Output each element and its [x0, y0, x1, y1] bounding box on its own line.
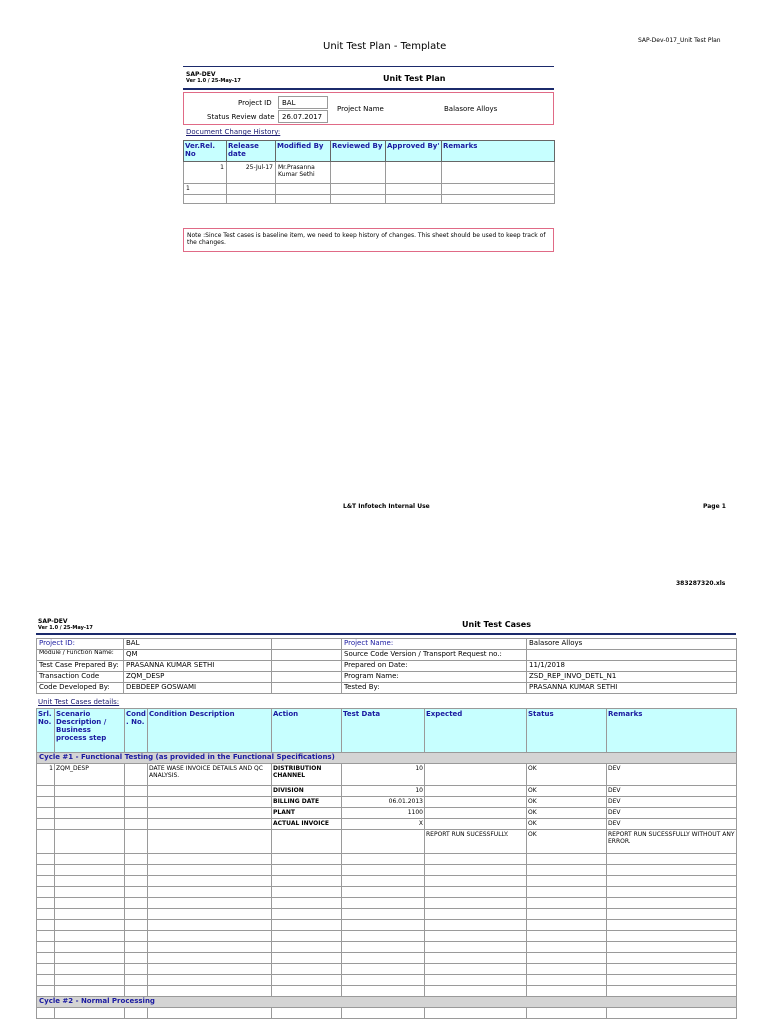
- history-cell: [386, 162, 442, 184]
- cycle-row: [37, 753, 737, 764]
- table-row: [37, 764, 737, 786]
- history-cell: 1: [184, 184, 227, 195]
- info-label: Transaction Code: [37, 672, 124, 683]
- cell-scenario: [55, 797, 125, 808]
- cell-condition: [148, 830, 272, 854]
- history-col-approved: Approved By': [386, 141, 442, 162]
- empty-row: [37, 876, 737, 887]
- cell-scenario: [55, 808, 125, 819]
- cell-srl: [37, 819, 55, 830]
- history-col-reviewed: Reviewed By: [331, 141, 386, 162]
- cell-action: ACTUAL INVOICE: [272, 819, 342, 830]
- version-label: Ver 1.0 / 25-May-17: [186, 78, 241, 84]
- sap-dev-label: SAP-DEV: [38, 618, 68, 625]
- cycle1-label: Cycle #1 - Functional Testing (as provided in the Functional Specifications): [37, 753, 737, 764]
- cell-status: OK: [527, 830, 607, 854]
- col-condition: Condition Description: [148, 709, 272, 753]
- col-action: Action: [272, 709, 342, 753]
- cell-srl: [37, 786, 55, 797]
- history-cell: [331, 162, 386, 184]
- cell-scenario: [55, 786, 125, 797]
- history-col-date: Release date: [227, 141, 276, 162]
- cell-remarks: DEV: [607, 819, 737, 830]
- doc-ref: SAP-Dev-017_Unit Test Plan: [638, 37, 721, 44]
- sheet-title: Unit Test Plan: [383, 74, 446, 83]
- cell-action: BILLING DATE: [272, 797, 342, 808]
- empty-row: [37, 931, 737, 942]
- cell-status: OK: [527, 764, 607, 786]
- info-row: [37, 661, 737, 672]
- history-cell: [442, 162, 555, 184]
- test-cases-table: [36, 708, 737, 1019]
- info-label: Module / Function Name:: [37, 650, 124, 661]
- empty-rows: [37, 854, 737, 997]
- empty-row: [37, 986, 737, 997]
- cell-cond: [125, 819, 148, 830]
- history-cell: [331, 184, 386, 195]
- col-test-data: Test Data: [342, 709, 425, 753]
- cell-cond: [125, 830, 148, 854]
- info-row: [37, 650, 737, 661]
- cell-test-data: 06.01.2013: [342, 797, 425, 808]
- cell-test-data: 10: [342, 764, 425, 786]
- cell-condition: DATE WASE INVOICE DETAILS AND QC ANALYSIS.: [148, 764, 272, 786]
- info-spacer: [272, 683, 342, 694]
- cell-condition: [148, 819, 272, 830]
- history-cell: 25-Jul-17: [227, 162, 276, 184]
- info-label: Test Case Prepared By:: [37, 661, 124, 672]
- info-value: [527, 650, 737, 661]
- info-row: [37, 639, 737, 650]
- table-row: [37, 1008, 737, 1019]
- project-info-box: [183, 92, 554, 125]
- cell-cond: [125, 786, 148, 797]
- cell-expected: REPORT RUN SUCESSFULLY.: [425, 830, 527, 854]
- project-id-value: BAL: [278, 96, 328, 109]
- footer-page: Page 1: [703, 503, 726, 510]
- cell-scenario: [55, 819, 125, 830]
- empty-row: [37, 898, 737, 909]
- cycle2-label: Cycle #2 - Normal Processing: [37, 997, 737, 1008]
- history-cell: Mr.Prasanna Kumar Sethi: [276, 162, 331, 184]
- table-row: [37, 819, 737, 830]
- project-id-label: Project ID: [238, 99, 272, 107]
- cell-test-data: [342, 830, 425, 854]
- history-row: [184, 162, 555, 184]
- info-value: BAL: [124, 639, 272, 650]
- history-header-row: [184, 141, 555, 162]
- history-row: [184, 195, 555, 204]
- info-value: PRASANNA KUMAR SETHI: [124, 661, 272, 672]
- sheet-title: Unit Test Cases: [462, 620, 531, 629]
- info-label: Code Developed By:: [37, 683, 124, 694]
- info-spacer: [272, 639, 342, 650]
- history-col-remarks: Remarks: [442, 141, 555, 162]
- project-name-value: Balasore Alloys: [444, 105, 498, 113]
- cell-cond: [125, 764, 148, 786]
- cell-test-data: X: [342, 819, 425, 830]
- empty-row: [37, 854, 737, 865]
- page-title: Unit Test Plan - Template: [323, 41, 447, 52]
- table-row: [37, 797, 737, 808]
- cell-scenario: [55, 830, 125, 854]
- cell-action: [272, 830, 342, 854]
- info-spacer: [272, 672, 342, 683]
- empty-row: [37, 964, 737, 975]
- cell-remarks: DEV: [607, 797, 737, 808]
- history-row: [184, 184, 555, 195]
- cycle-row: [37, 997, 737, 1008]
- history-cell: [442, 184, 555, 195]
- table-row: [37, 808, 737, 819]
- cell-srl: 1: [37, 764, 55, 786]
- cell-remarks: DEV: [607, 808, 737, 819]
- col-status: Status: [527, 709, 607, 753]
- info-value: PRASANNA KUMAR SETHI: [527, 683, 737, 694]
- cell-scenario: ZQM_DESP: [55, 764, 125, 786]
- history-cell: [276, 184, 331, 195]
- info-value: Balasore Alloys: [527, 639, 737, 650]
- table-row: [37, 786, 737, 797]
- info-label: Prepared on Date:: [342, 661, 527, 672]
- cell-condition: [148, 808, 272, 819]
- history-cell: 1: [184, 162, 227, 184]
- sap-dev-label: SAP-DEV: [186, 71, 216, 78]
- project-name-label: Project Name: [337, 105, 384, 113]
- empty-row: [37, 975, 737, 986]
- history-cell: [227, 184, 276, 195]
- cell-srl: [37, 797, 55, 808]
- cell-action: DIVISION: [272, 786, 342, 797]
- info-label: Tested By:: [342, 683, 527, 694]
- info-value: ZSD_REP_INVO_DETL_N1: [527, 672, 737, 683]
- cell-remarks: DEV: [607, 786, 737, 797]
- cell-cond: [125, 797, 148, 808]
- cell-test-data: 10: [342, 786, 425, 797]
- test-case-info-table: [36, 638, 737, 694]
- title-rule: [183, 88, 554, 90]
- cell-expected: [425, 819, 527, 830]
- info-label: Program Name:: [342, 672, 527, 683]
- cell-expected: [425, 764, 527, 786]
- cell-status: OK: [527, 786, 607, 797]
- info-value: DEBDEEP GOSWAMI: [124, 683, 272, 694]
- footer-center: L&T Infotech Internal Use: [343, 503, 430, 510]
- details-title: Unit Test Cases details:: [38, 698, 120, 706]
- title-rule: [36, 633, 736, 635]
- cell-test-data: 1100: [342, 808, 425, 819]
- history-col-modified: Modified By: [276, 141, 331, 162]
- info-row: [37, 672, 737, 683]
- info-row: [37, 683, 737, 694]
- history-title: Document Change History:: [186, 128, 281, 136]
- col-cond-no: Cond . No.: [125, 709, 148, 753]
- cell-remarks: DEV: [607, 764, 737, 786]
- info-value: 11/1/2018: [527, 661, 737, 672]
- cell-expected: [425, 797, 527, 808]
- empty-row: [37, 942, 737, 953]
- top-rule: [183, 66, 554, 67]
- cell-action: DISTRIBUTION CHANNEL: [272, 764, 342, 786]
- col-srl-no: Srl. No.: [37, 709, 55, 753]
- cell-condition: [148, 797, 272, 808]
- file-name: 383287320.xls: [676, 580, 726, 587]
- cell-srl: [37, 830, 55, 854]
- history-table: [183, 140, 555, 204]
- cell-expected: [425, 786, 527, 797]
- info-label: Source Code Version / Transport Request no.:: [342, 650, 527, 661]
- empty-row: [37, 920, 737, 931]
- info-spacer: [272, 661, 342, 672]
- empty-row: [37, 865, 737, 876]
- table-row: [37, 830, 737, 854]
- cell-expected: [425, 808, 527, 819]
- empty-row: [37, 909, 737, 920]
- cell-status: OK: [527, 797, 607, 808]
- cell-cond: [125, 808, 148, 819]
- info-label: Project ID:: [37, 639, 124, 650]
- col-remarks: Remarks: [607, 709, 737, 753]
- col-expected: Expected: [425, 709, 527, 753]
- history-col-ver: Ver.Rel. No: [184, 141, 227, 162]
- empty-row: [37, 953, 737, 964]
- info-label: Project Name:: [342, 639, 527, 650]
- test-cases-header-row: [37, 709, 737, 753]
- version-label: Ver 1.0 / 25-May-17: [38, 625, 93, 631]
- info-spacer: [272, 650, 342, 661]
- cell-remarks: REPORT RUN SUCESSFULLY WITHOUT ANY ERROR.: [607, 830, 737, 854]
- cell-status: OK: [527, 819, 607, 830]
- col-scenario: Scenario Description / Business process step: [55, 709, 125, 753]
- cell-status: OK: [527, 808, 607, 819]
- history-cell: [386, 184, 442, 195]
- empty-row: [37, 887, 737, 898]
- info-value: ZQM_DESP: [124, 672, 272, 683]
- cell-action: PLANT: [272, 808, 342, 819]
- cell-srl: [37, 808, 55, 819]
- cell-condition: [148, 786, 272, 797]
- status-review-value: 26.07.2017: [278, 110, 328, 123]
- info-value: QM: [124, 650, 272, 661]
- note-box: Note :Since Test cases is baseline item, we need to keep history of changes. This sheet should be used to keep track of the changes.: [183, 228, 554, 252]
- status-review-label: Status Review date: [207, 113, 275, 121]
